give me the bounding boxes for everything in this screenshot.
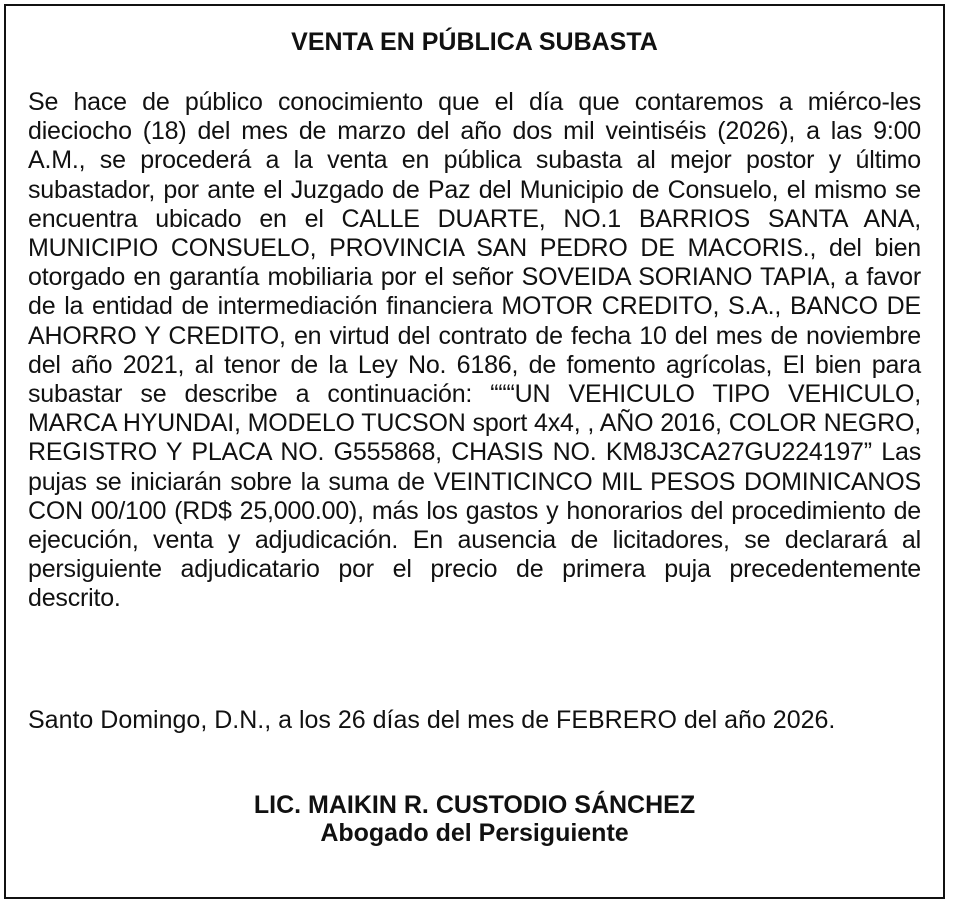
notice-date-line: Santo Domingo, D.N., a los 26 días del mes de FEBRERO del año 2026. [28,706,836,734]
notice-body: Se hace de público conocimiento que el día que contaremos a miérco-les dieciocho (18) del mes de marzo del año dos mil veintiséis (2026), a las 9:00 A.M., se procederá a la venta en pública subasta al mejor postor y último subastador, por ante el Juzgado de Paz del Municipio de Consuelo, el mismo se encuentra ubicado en el CALLE DUARTE, NO.1 BARRIOS SANTA ANA, MUNICIPIO CONSUELO, PROVINCIA SAN PEDRO DE MACORIS., del bien otorgado en garantía mobiliaria por el señor SOVEIDA SORIANO TAPIA, a favor de la entidad de intermediación financiera MOTOR CREDITO, S.A., BANCO DE AHORRO Y CREDITO, en virtud del contrato de fecha 10 del mes de noviembre del año 2021, al tenor de la Ley No. 6186, de fomento agrícolas, El bien para subastar se describe a continuación: “““UN VEHICULO TIPO VEHICULO, MARCA HYUNDAI, MODELO TUCSON sport 4x4, , AÑO 2016, COLOR NEGRO, REGISTRO Y PLACA NO. G555868, CHASIS NO. KM8J3CA27GU224197” Las pujas se iniciarán sobre la suma de VEINTICINCO MIL PESOS DOMINICANOS CON 00/100 (RD$ 25,000.00), más los gastos y honorarios del procedimiento de ejecución, venta y adjudicación. En ausencia de licitadores, se declarará al persiguiente adjudicatario por el precio de primera puja precedentemente descrito. [28,88,921,613]
signer-role: Abogado del Persiguiente [320,819,629,847]
notice-title: VENTA EN PÚBLICA SUBASTA [291,28,658,56]
signature-block [6,791,943,847]
signer-name: LIC. MAIKIN R. CUSTODIO SÁNCHEZ [253,791,696,819]
legal-notice [4,4,945,899]
